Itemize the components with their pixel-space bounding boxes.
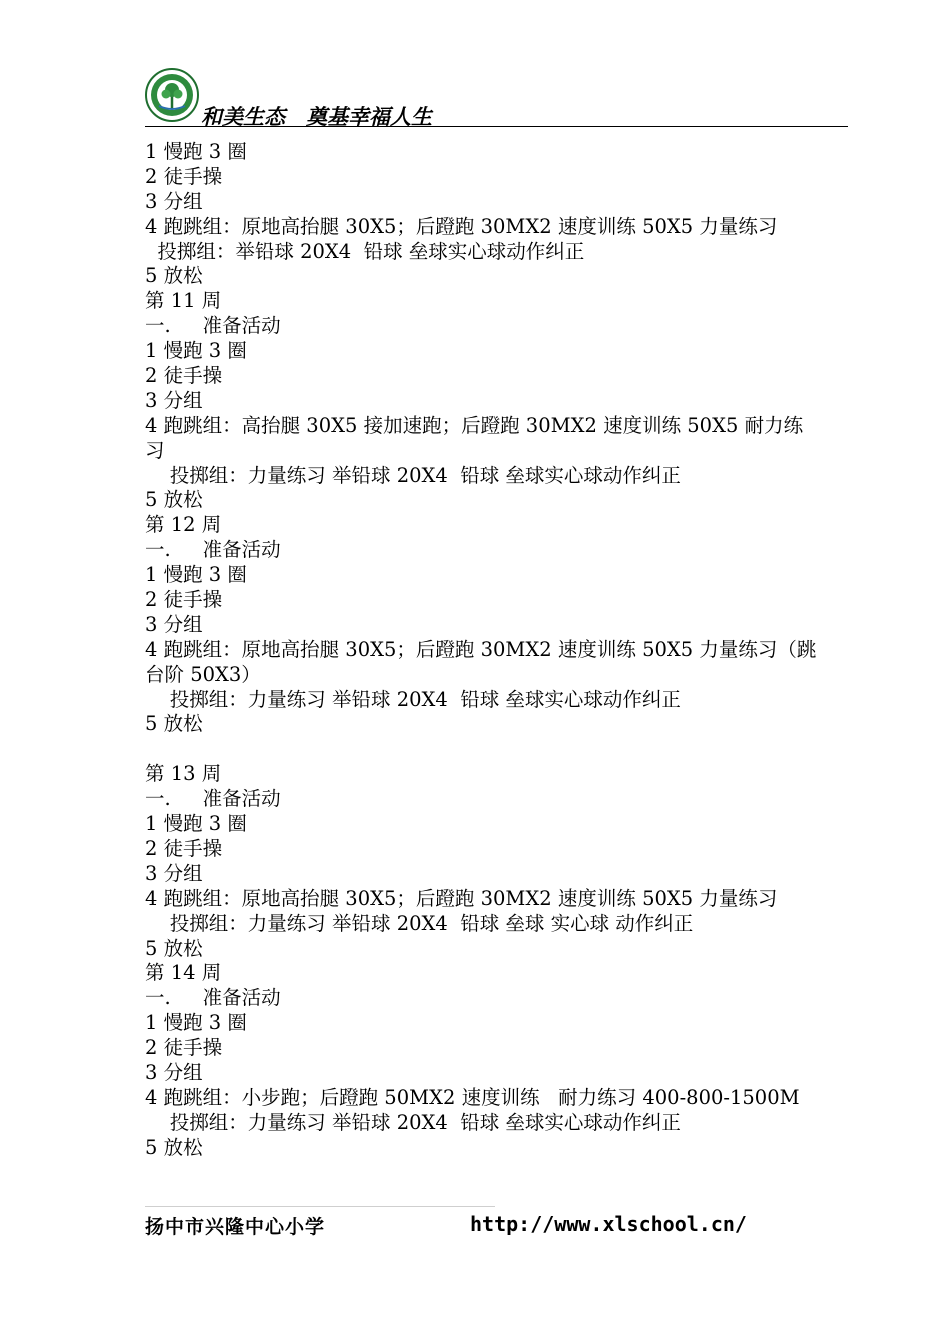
text-line: 一. 准备活动 — [145, 986, 281, 1010]
text-line: 4 跑跳组：原地高抬腿 30X5；后蹬跑 30MX2 速度训练 50X5 力量练习 — [145, 886, 778, 910]
text-line: 5 放松 — [145, 936, 203, 960]
text-line: 投掷组：举铅球 20X4 铅球 垒球实心球动作纠正 — [145, 239, 585, 263]
footer-url-link[interactable]: http://www.xlschool.cn/ — [470, 1212, 747, 1236]
text-line: 1 慢跑 3 圈 — [145, 1011, 247, 1035]
text-line: 5 放松 — [145, 264, 203, 288]
page-header — [145, 68, 848, 128]
text-line: 1 慢跑 3 圈 — [145, 563, 247, 587]
text-line: 3 分组 — [145, 189, 203, 213]
text-line: 3 分组 — [145, 1060, 203, 1084]
text-line: 4 跑跳组：小步跑；后蹬跑 50MX2 速度训练 耐力练习 400-800-1500M — [145, 1085, 800, 1109]
text-line: 投掷组：力量练习 举铅球 20X4 铅球 垒球 实心球 动作纠正 — [145, 911, 694, 935]
footer-divider — [145, 1206, 495, 1207]
text-line: 3 分组 — [145, 612, 203, 636]
text-line: 2 徒手操 — [145, 836, 223, 860]
text-line: 1 慢跑 3 圈 — [145, 140, 247, 163]
text-line: 一. 准备活动 — [145, 538, 281, 562]
text-line: 台阶 50X3） — [145, 662, 261, 686]
text-line: 2 徒手操 — [145, 1036, 223, 1060]
header-divider — [145, 126, 848, 127]
text-line: 习 — [145, 438, 165, 462]
text-line: 投掷组：力量练习 举铅球 20X4 铅球 垒球实心球动作纠正 — [145, 463, 681, 487]
text-line: 第 11 周 — [145, 289, 222, 313]
text-line: 投掷组：力量练习 举铅球 20X4 铅球 垒球实心球动作纠正 — [145, 1110, 681, 1134]
text-line: 1 慢跑 3 圈 — [145, 339, 247, 363]
text-line: 4 跑跳组：高抬腿 30X5 接加速跑；后蹬跑 30MX2 速度训练 50X5 耐力练 — [145, 413, 804, 437]
text-line: 2 徒手操 — [145, 164, 223, 188]
text-line: 第 12 周 — [145, 513, 222, 537]
header-motto: 和美生态 奠基幸福人生 — [201, 104, 432, 129]
text-line: 3 分组 — [145, 388, 203, 412]
text-line: 2 徒手操 — [145, 588, 223, 612]
text-line: 2 徒手操 — [145, 364, 223, 388]
text-line — [145, 737, 850, 762]
text-line: 4 跑跳组：原地高抬腿 30X5；后蹬跑 30MX2 速度训练 50X5 力量练习 — [145, 214, 778, 238]
text-line: 5 放松 — [145, 1135, 203, 1159]
text-line: 1 慢跑 3 圈 — [145, 812, 247, 836]
text-line: 3 分组 — [145, 861, 203, 885]
text-line: 一. 准备活动 — [145, 787, 281, 811]
footer-school-name: 扬中市兴隆中心小学 — [145, 1216, 326, 1238]
text-line: 4 跑跳组：原地高抬腿 30X5；后蹬跑 30MX2 速度训练 50X5 力量练习（跳 — [145, 637, 817, 661]
text-line: 投掷组：力量练习 举铅球 20X4 铅球 垒球实心球动作纠正 — [145, 687, 681, 711]
text-line: 第 14 周 — [145, 961, 222, 985]
text-line: 一. 准备活动 — [145, 314, 281, 338]
text-line: 5 放松 — [145, 488, 203, 512]
page-footer — [145, 1206, 848, 1246]
text-line: 第 13 周 — [145, 762, 222, 786]
document-body — [145, 140, 850, 1161]
text-line: 5 放松 — [145, 712, 203, 736]
school-logo-icon — [145, 68, 199, 122]
